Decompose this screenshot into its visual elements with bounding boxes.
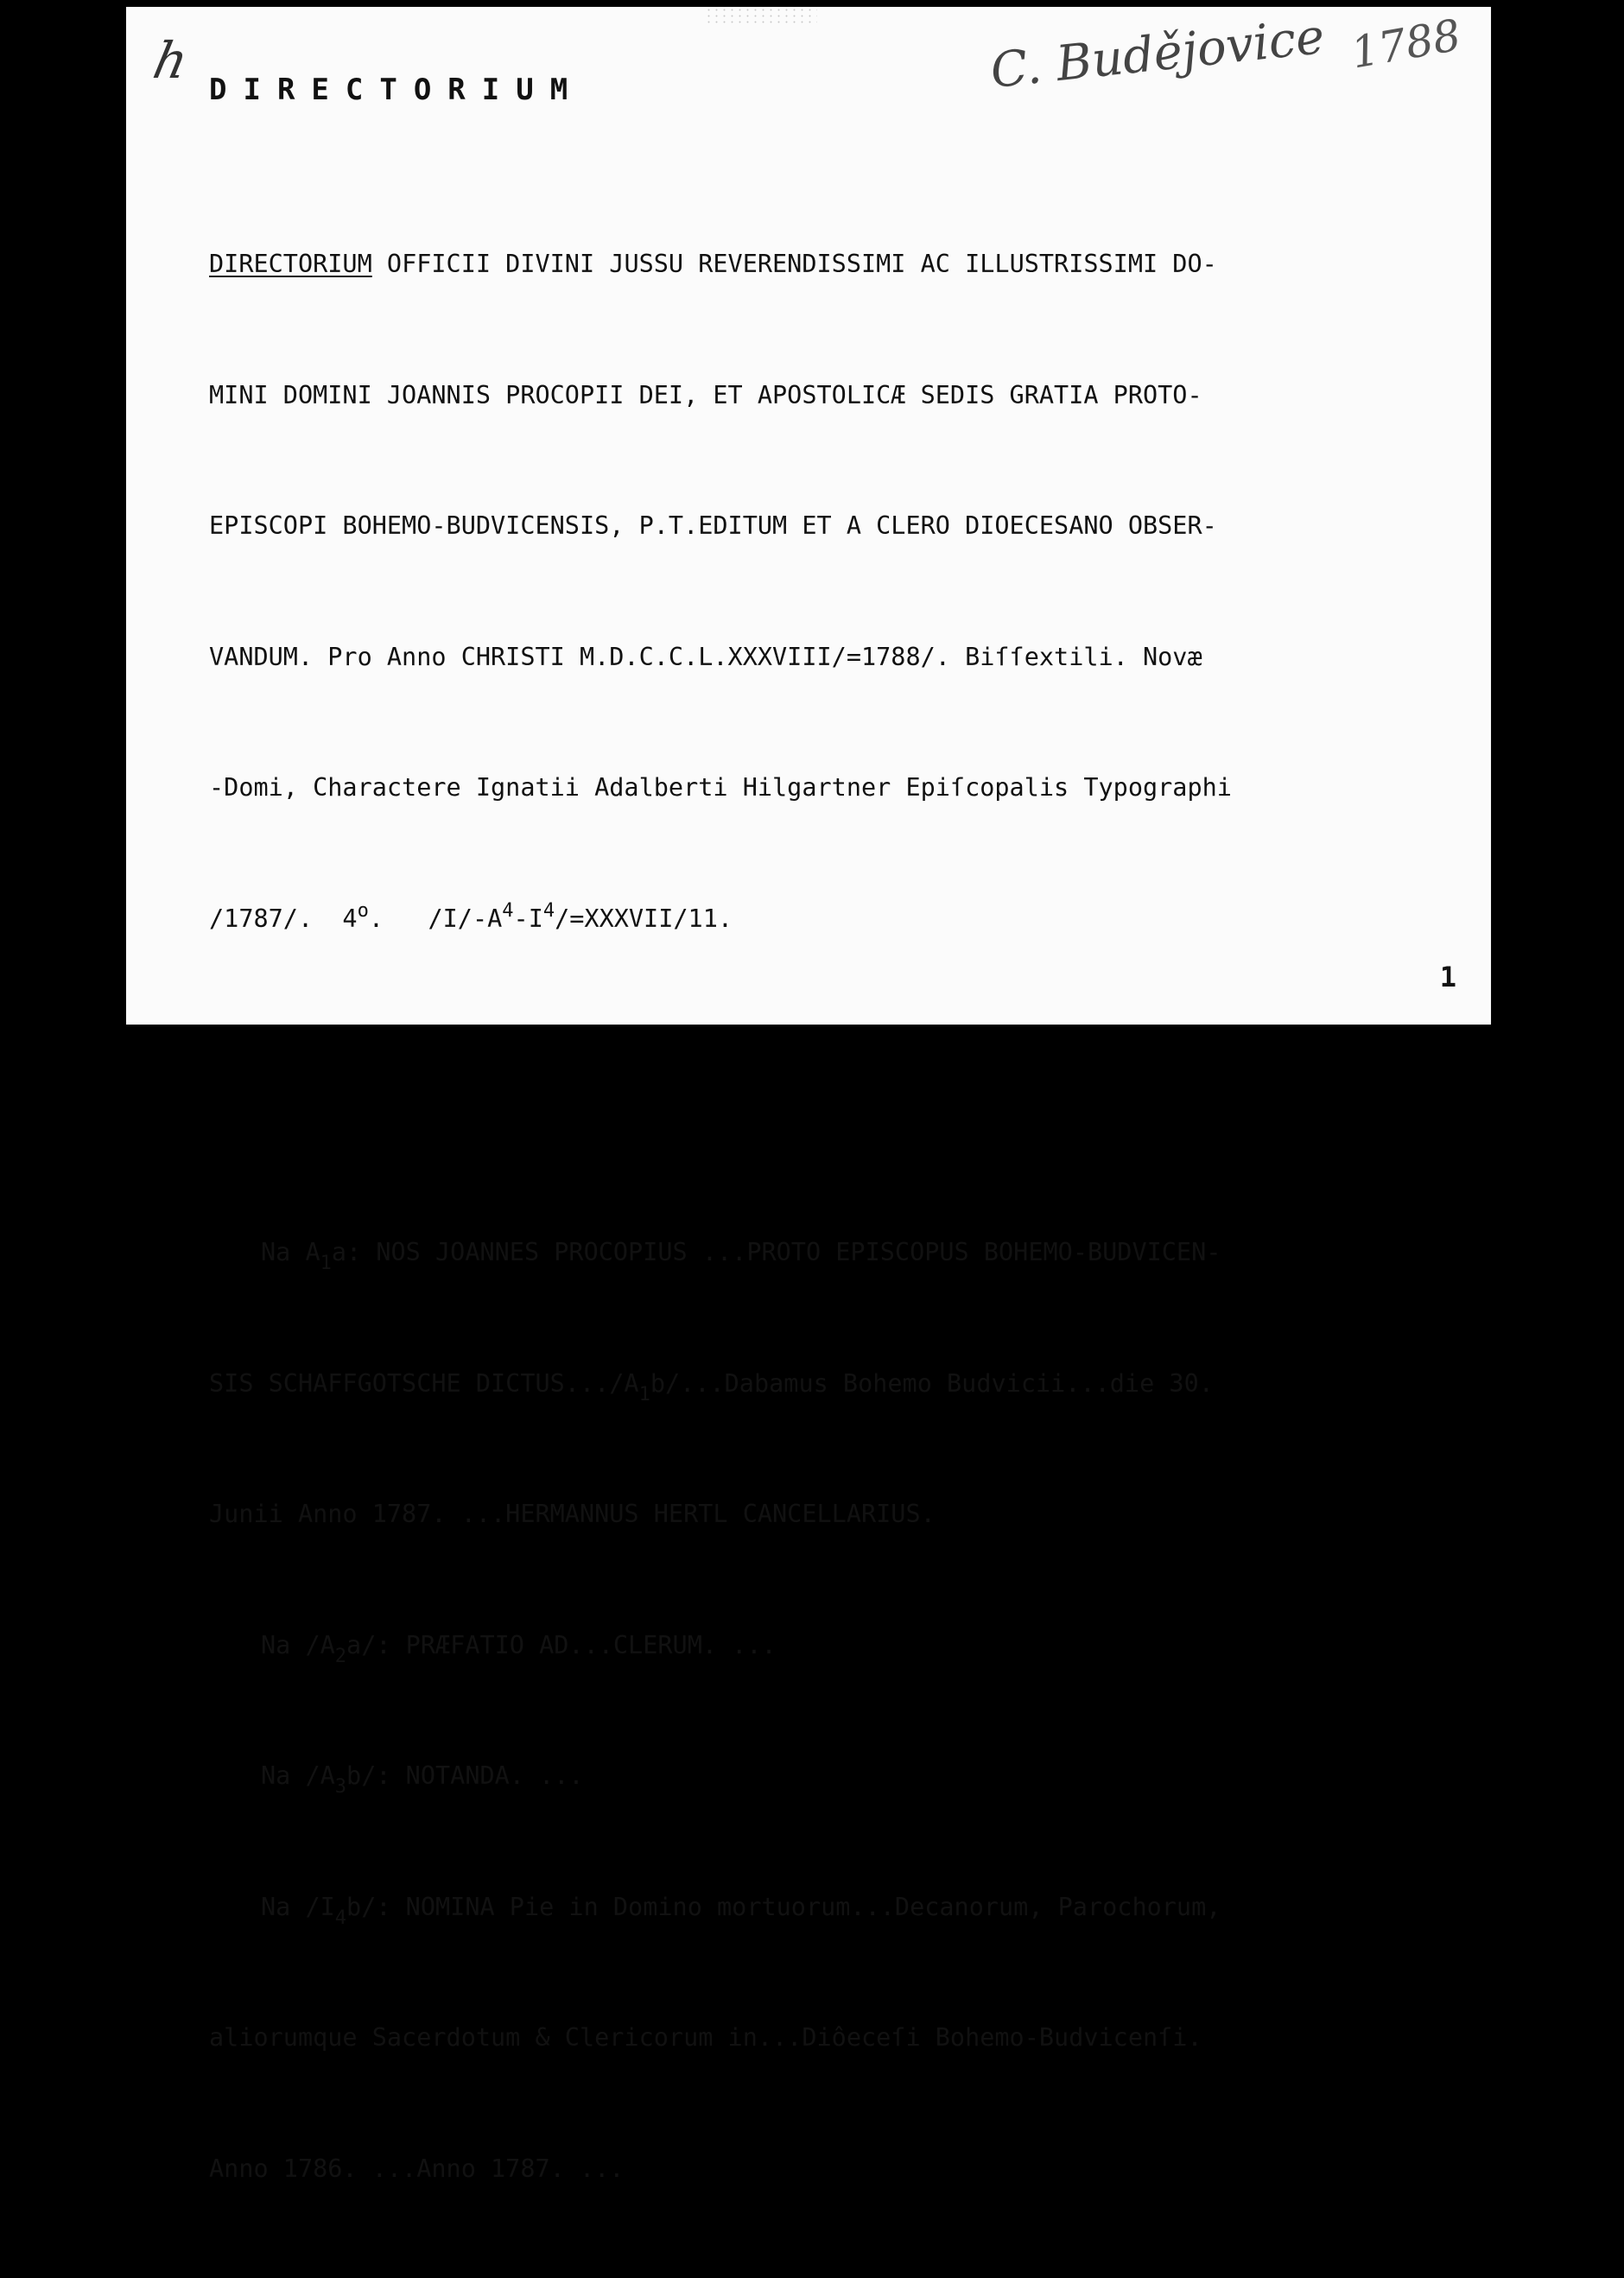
note-1-prefix: Na A (261, 1238, 320, 1266)
note-2-text: b/...Dabamus Bohemo Budvicii...die 30. (650, 1368, 1214, 1398)
note-2-sub: 1 (638, 1383, 650, 1406)
collation-sup-2: 4 (542, 899, 555, 922)
note-line-8: Anno 1786. ...Anno 1787. ... (209, 2154, 625, 2183)
speckle-marks (705, 7, 817, 24)
card-heading: DIRECTORIUM (209, 73, 585, 107)
note-line-1 (209, 1231, 1453, 1275)
note-6-prefix: Na /I (261, 1892, 335, 1921)
note-line-2 (209, 1362, 1453, 1406)
note-1-sub: 1 (320, 1253, 332, 1274)
handwritten-year: 1788 (1347, 10, 1465, 79)
collation-part-c: -I (513, 904, 543, 933)
note-6-sub: 4 (334, 1907, 347, 1929)
note-6-text: b/: NOMINA Pie in Domino mortuorum...Decanorum, Parochorum, (346, 1892, 1221, 1921)
title-line-5: -Domi, Charactere Ignatii Adalberti Hilgartner Epiſcopalis Typographi (209, 773, 1232, 802)
title-line-1 (209, 243, 1453, 287)
note-1-text: a: NOS JOANNES PROCOPIUS ...PROTO EPISCOPUS BOHEMO-BUDVICEN- (331, 1238, 1221, 1266)
note-line-5 (209, 1755, 1453, 1799)
handwritten-mark: h (148, 31, 193, 90)
note-5-text: b/: NOTANDA. ... (346, 1761, 584, 1790)
note-4-sub: 2 (334, 1645, 347, 1667)
note-line-6 (209, 1886, 1453, 1930)
handwritten-place-name: C. Budějovice (987, 8, 1328, 100)
collation-part-d: /=XXXVII/11. (555, 904, 733, 933)
title-line-2: MINI DOMINI JOANNIS PROCOPII DEI, ET APOSTOLICÆ SEDIS GRATIA PROTO- (209, 380, 1202, 409)
note-2-prefix: SIS SCHAFFGOTSCHE DICTUS.../A (209, 1368, 639, 1398)
note-5-sub: 3 (334, 1776, 347, 1798)
note-5-prefix: Na /A (261, 1761, 335, 1790)
title-word: DIRECTORIUM (209, 250, 372, 278)
note-line-3: Junii Anno 1787. ...HERMANNUS HERTL CANCELLARIUS. (209, 1500, 936, 1528)
paragraph-gap (209, 1072, 1453, 1101)
page-number: 1 (1439, 961, 1456, 993)
note-4-prefix: Na /A (261, 1630, 335, 1659)
note-line-4 (209, 1624, 1453, 1668)
card-body (209, 155, 1453, 2278)
collation-line (209, 898, 1453, 942)
note-line-7: aliorumque Sacerdotum & Clericorum in...Diôeceſi Bohemo-Budvicenſi. (209, 2023, 1202, 2052)
catalog-card (126, 7, 1491, 2183)
collation-part-b: . /I/-A (368, 904, 503, 933)
collation-year-format: /1787/. 4 (209, 904, 358, 933)
title-line-4: VANDUM. Pro Anno CHRISTI M.D.C.C.L.XXXVIII/=1788/. Biſſextili. Novæ (209, 642, 1202, 671)
title-line-1-text: OFFICII DIVINI JUSSU REVERENDISSIMI AC ILLUSTRISSIMI DO- (371, 250, 1217, 278)
note-4-text: a/: PRÆFATIO AD...CLERUM. ... (346, 1630, 777, 1659)
collation-sup-1: 4 (502, 899, 514, 922)
title-line-3: EPISCOPI BOHEMO-BUDVICENSIS, P.T.EDITUM ET A CLERO DIOECESANO OBSER- (209, 511, 1217, 540)
format-degree: o (357, 899, 369, 922)
